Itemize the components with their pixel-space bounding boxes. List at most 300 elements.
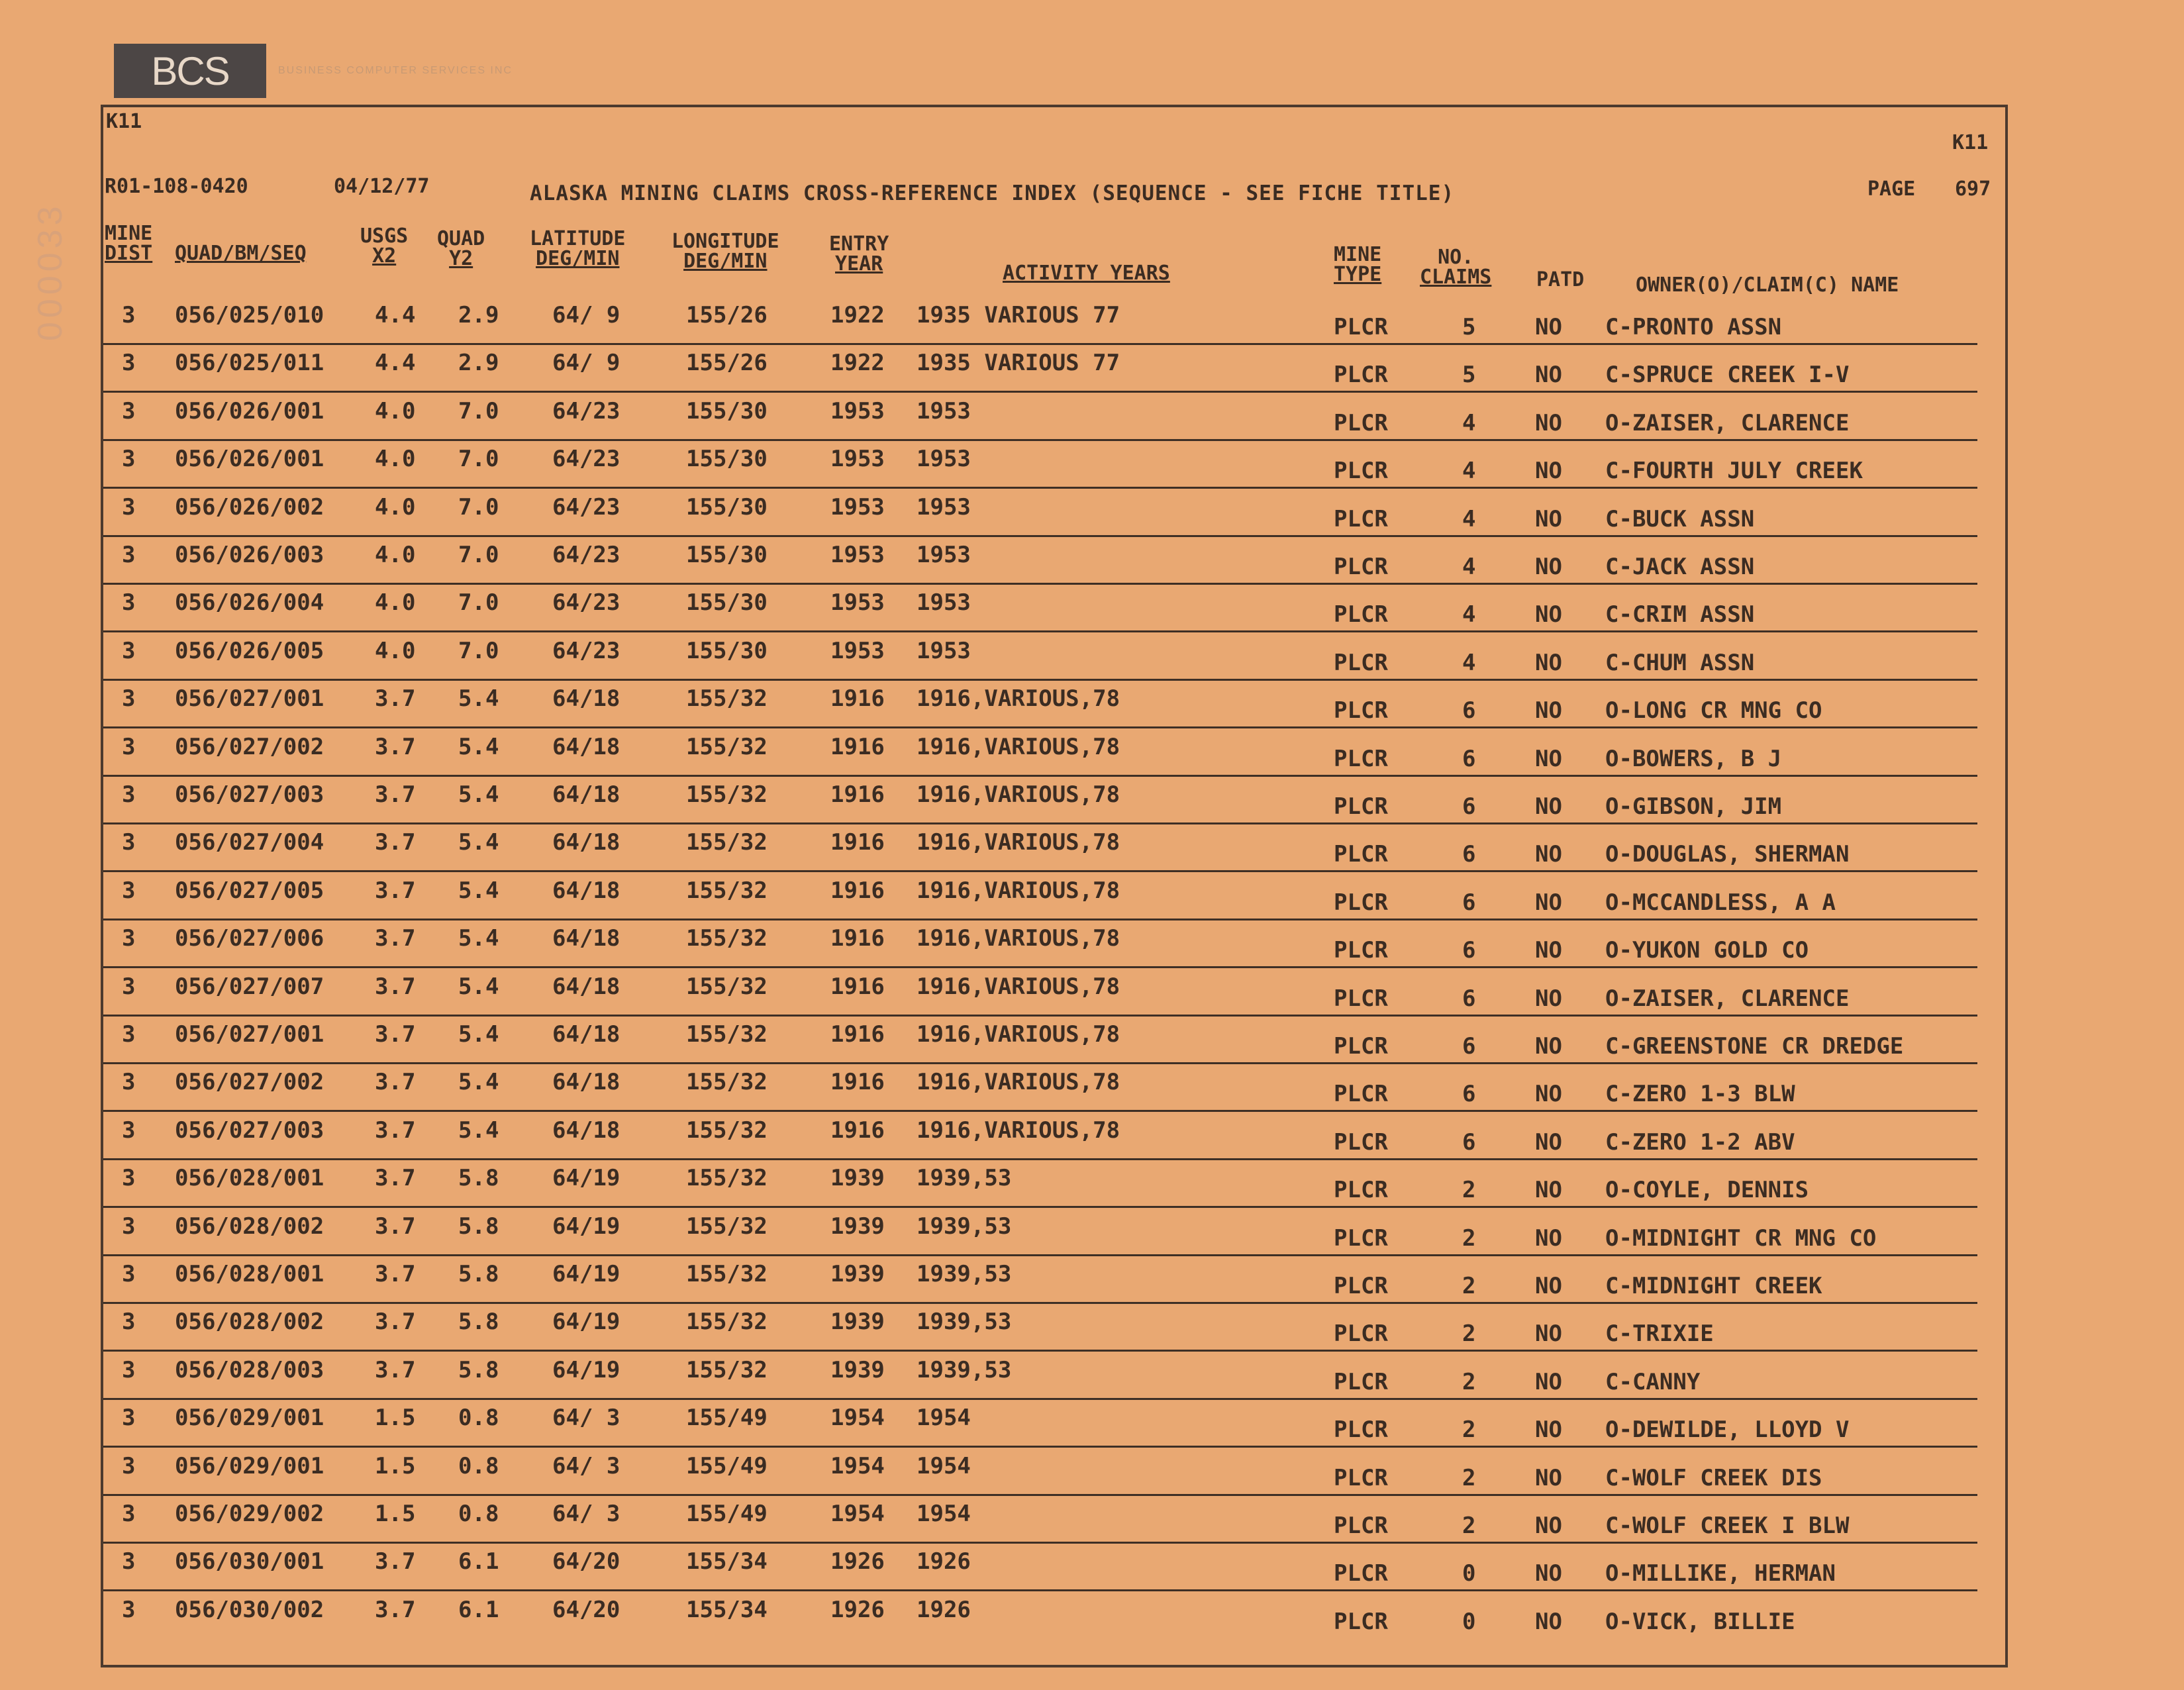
mine-dist-cell: 3 <box>122 1261 136 1287</box>
entry-year-cell: 1916 <box>830 1021 885 1048</box>
patd-cell: NO <box>1535 1128 1562 1156</box>
claims-count-cell: 2 <box>1462 1513 1476 1539</box>
longitude-cell: 155/32 <box>686 1309 768 1336</box>
quad-cell: 056/027/007 <box>175 973 324 1000</box>
quad-cell: 056/028/002 <box>175 1213 324 1240</box>
quad-cell: 056/029/001 <box>175 1405 324 1432</box>
quad-y2-cell: 5.4 <box>458 1069 499 1096</box>
claims-count-cell: 4 <box>1462 649 1476 676</box>
claims-count-cell: 4 <box>1462 601 1476 628</box>
longitude-cell: 155/49 <box>686 1501 768 1527</box>
quad-cell: 056/025/011 <box>175 350 324 377</box>
usgs-x2-cell: 3.7 <box>375 829 416 856</box>
mine-type-cell: PLCR <box>1334 1273 1388 1299</box>
fiche-id-left: K11 <box>106 110 142 133</box>
entry-year-cell: 1916 <box>830 877 885 904</box>
latitude-cell: 64/19 <box>552 1213 620 1240</box>
row-divider <box>103 1350 1977 1352</box>
entry-year-cell: 1916 <box>830 733 885 760</box>
quad-y2-cell: 5.4 <box>458 733 499 760</box>
patd-cell: NO <box>1535 1417 1562 1444</box>
usgs-x2-cell: 3.7 <box>375 925 416 952</box>
report-title: ALASKA MINING CLAIMS CROSS-REFERENCE INDEX (SEQUENCE - SEE FICHE TITLE) <box>530 181 1455 205</box>
latitude-cell: 64/18 <box>552 973 620 1000</box>
owner-claim-name-cell: C-GREENSTONE CR DREDGE <box>1605 1033 1904 1060</box>
usgs-x2-cell: 3.7 <box>375 781 416 808</box>
quad-y2-cell: 5.8 <box>458 1165 499 1192</box>
mine-dist-cell: 3 <box>122 1405 136 1432</box>
activity-years-cell: 1916,VARIOUS,78 <box>917 877 1120 904</box>
quad-cell: 056/027/001 <box>175 1021 324 1048</box>
patd-cell: NO <box>1535 697 1562 724</box>
mine-dist-cell: 3 <box>122 542 136 568</box>
longitude-cell: 155/30 <box>686 542 768 568</box>
quad-cell: 056/027/002 <box>175 733 324 760</box>
row-divider <box>103 1494 1977 1496</box>
mine-dist-cell: 3 <box>122 493 136 521</box>
activity-years-cell: 1916,VARIOUS,78 <box>917 781 1120 808</box>
row-divider <box>103 1398 1977 1400</box>
quad-y2-cell: 7.0 <box>458 637 499 664</box>
claims-count-cell: 2 <box>1462 1224 1476 1252</box>
usgs-x2-cell: 3.7 <box>375 1021 416 1048</box>
side-document-code: 000033 <box>31 202 70 341</box>
entry-year-cell: 1954 <box>830 1452 885 1479</box>
longitude-cell: 155/32 <box>686 877 768 904</box>
page-number: 697 <box>1955 177 1991 201</box>
row-divider <box>103 870 1977 872</box>
activity-years-cell: 1939,53 <box>917 1213 1012 1240</box>
owner-claim-name-cell: C-ZERO 1-2 ABV <box>1605 1128 1795 1156</box>
quad-y2-cell: 5.8 <box>458 1261 499 1287</box>
owner-claim-name-cell: O-COYLE, DENNIS <box>1605 1177 1809 1204</box>
mine-type-cell: PLCR <box>1334 1128 1388 1156</box>
row-divider <box>103 1589 1977 1591</box>
header-owner-claim-name: OWNER(O)/CLAIM(C) NAME <box>1636 273 1899 297</box>
owner-claim-name-cell: O-MILLIKE, HERMAN <box>1605 1560 1836 1587</box>
mine-dist-cell: 3 <box>122 1596 136 1623</box>
latitude-cell: 64/23 <box>552 589 620 617</box>
claims-count-cell: 4 <box>1462 409 1476 436</box>
quad-y2-cell: 6.1 <box>458 1596 499 1623</box>
usgs-x2-cell: 3.7 <box>375 1213 416 1240</box>
report-code: R01-108-0420 <box>105 175 248 198</box>
claims-count-cell: 6 <box>1462 1081 1476 1108</box>
owner-claim-name-cell: C-FOURTH JULY CREEK <box>1605 458 1863 485</box>
quad-y2-cell: 0.8 <box>458 1405 499 1432</box>
usgs-x2-cell: 1.5 <box>375 1501 416 1527</box>
mine-type-cell: PLCR <box>1334 314 1388 340</box>
owner-claim-name-cell: C-WOLF CREEK DIS <box>1605 1464 1822 1491</box>
header-longitude: LONGITUDE DEG/MIN <box>671 230 779 273</box>
claims-count-cell: 6 <box>1462 697 1476 724</box>
longitude-cell: 155/32 <box>686 1261 768 1287</box>
mine-dist-cell: 3 <box>122 1021 136 1048</box>
mine-type-cell: PLCR <box>1334 409 1388 436</box>
quad-y2-cell: 7.0 <box>458 589 499 617</box>
mine-type-cell: PLCR <box>1334 1081 1388 1108</box>
activity-years-cell: 1935 VARIOUS 77 <box>917 302 1120 328</box>
mine-type-cell: PLCR <box>1334 554 1388 580</box>
mine-type-cell: PLCR <box>1334 362 1388 389</box>
activity-years-cell: 1953 <box>917 493 971 521</box>
longitude-cell: 155/32 <box>686 973 768 1000</box>
logo-subtitle: BUSINESS COMPUTER SERVICES INC <box>278 65 513 76</box>
longitude-cell: 155/30 <box>686 637 768 664</box>
activity-years-cell: 1939,53 <box>917 1261 1012 1287</box>
patd-cell: NO <box>1535 554 1562 580</box>
table-row <box>0 1597 2184 1644</box>
latitude-cell: 64/18 <box>552 877 620 904</box>
owner-claim-name-cell: O-BOWERS, B J <box>1605 745 1782 772</box>
activity-years-cell: 1939,53 <box>917 1165 1012 1192</box>
claims-count-cell: 6 <box>1462 985 1476 1012</box>
patd-cell: NO <box>1535 841 1562 868</box>
quad-y2-cell: 5.4 <box>458 781 499 808</box>
quad-y2-cell: 5.8 <box>458 1356 499 1383</box>
patd-cell: NO <box>1535 1513 1562 1539</box>
activity-years-cell: 1939,53 <box>917 1309 1012 1336</box>
quad-y2-cell: 7.0 <box>458 542 499 568</box>
usgs-x2-cell: 3.7 <box>375 877 416 904</box>
quad-y2-cell: 5.8 <box>458 1213 499 1240</box>
mine-dist-cell: 3 <box>122 685 136 713</box>
activity-years-cell: 1954 <box>917 1452 971 1479</box>
entry-year-cell: 1953 <box>830 446 885 473</box>
patd-cell: NO <box>1535 1177 1562 1204</box>
longitude-cell: 155/30 <box>686 493 768 521</box>
header-usgs-x2: USGS X2 <box>360 224 409 268</box>
mine-type-cell: PLCR <box>1334 889 1388 916</box>
latitude-cell: 64/18 <box>552 733 620 760</box>
bcs-logo: BCS <box>114 44 266 98</box>
latitude-cell: 64/ 3 <box>552 1452 620 1479</box>
quad-y2-cell: 2.9 <box>458 302 499 328</box>
row-divider <box>103 1302 1977 1304</box>
usgs-x2-cell: 1.5 <box>375 1405 416 1432</box>
fiche-id-right: K11 <box>1952 131 1989 154</box>
entry-year-cell: 1953 <box>830 542 885 568</box>
longitude-cell: 155/34 <box>686 1596 768 1623</box>
latitude-cell: 64/ 3 <box>552 1405 620 1432</box>
header-activity-years: ACTIVITY YEARS <box>1003 262 1170 285</box>
row-divider <box>103 1015 1977 1017</box>
entry-year-cell: 1916 <box>830 829 885 856</box>
activity-years-cell: 1926 <box>917 1548 971 1575</box>
usgs-x2-cell: 3.7 <box>375 1356 416 1383</box>
row-divider <box>103 1542 1977 1544</box>
owner-claim-name-cell: O-GIBSON, JIM <box>1605 793 1782 820</box>
row-divider <box>103 1446 1977 1448</box>
quad-y2-cell: 5.4 <box>458 973 499 1000</box>
usgs-x2-cell: 4.4 <box>375 350 416 377</box>
claims-count-cell: 2 <box>1462 1464 1476 1491</box>
quad-cell: 056/027/002 <box>175 1069 324 1096</box>
entry-year-cell: 1916 <box>830 685 885 713</box>
mine-type-cell: PLCR <box>1334 1033 1388 1060</box>
row-divider <box>103 966 1977 968</box>
patd-cell: NO <box>1535 1273 1562 1299</box>
activity-years-cell: 1953 <box>917 637 971 664</box>
claims-count-cell: 0 <box>1462 1560 1476 1587</box>
mine-dist-cell: 3 <box>122 1165 136 1192</box>
page-label: PAGE <box>1867 177 1916 201</box>
latitude-cell: 64/23 <box>552 397 620 424</box>
owner-claim-name-cell: O-ZAISER, CLARENCE <box>1605 985 1850 1012</box>
activity-years-cell: 1953 <box>917 542 971 568</box>
patd-cell: NO <box>1535 1464 1562 1491</box>
mine-dist-cell: 3 <box>122 446 136 473</box>
mine-dist-cell: 3 <box>122 1452 136 1479</box>
mine-dist-cell: 3 <box>122 350 136 377</box>
owner-claim-name-cell: C-CRIM ASSN <box>1605 601 1755 628</box>
usgs-x2-cell: 4.0 <box>375 589 416 617</box>
entry-year-cell: 1926 <box>830 1548 885 1575</box>
longitude-cell: 155/32 <box>686 1356 768 1383</box>
activity-years-cell: 1935 VARIOUS 77 <box>917 350 1120 377</box>
claims-count-cell: 4 <box>1462 554 1476 580</box>
mine-dist-cell: 3 <box>122 829 136 856</box>
mine-dist-cell: 3 <box>122 589 136 617</box>
mine-dist-cell: 3 <box>122 1548 136 1575</box>
entry-year-cell: 1953 <box>830 493 885 521</box>
row-divider <box>103 1110 1977 1112</box>
entry-year-cell: 1939 <box>830 1261 885 1287</box>
mine-type-cell: PLCR <box>1334 1224 1388 1252</box>
entry-year-cell: 1916 <box>830 973 885 1000</box>
patd-cell: NO <box>1535 1224 1562 1252</box>
header-patd: PATD <box>1536 268 1585 291</box>
usgs-x2-cell: 4.0 <box>375 542 416 568</box>
mine-type-cell: PLCR <box>1334 649 1388 676</box>
patd-cell: NO <box>1535 314 1562 340</box>
latitude-cell: 64/18 <box>552 1021 620 1048</box>
activity-years-cell: 1916,VARIOUS,78 <box>917 973 1120 1000</box>
mine-type-cell: PLCR <box>1334 1513 1388 1539</box>
quad-y2-cell: 6.1 <box>458 1548 499 1575</box>
quad-y2-cell: 5.8 <box>458 1309 499 1336</box>
patd-cell: NO <box>1535 985 1562 1012</box>
usgs-x2-cell: 3.7 <box>375 973 416 1000</box>
usgs-x2-cell: 1.5 <box>375 1452 416 1479</box>
entry-year-cell: 1922 <box>830 350 885 377</box>
entry-year-cell: 1939 <box>830 1309 885 1336</box>
longitude-cell: 155/49 <box>686 1452 768 1479</box>
patd-cell: NO <box>1535 1081 1562 1108</box>
header-latitude: LATITUDE DEG/MIN <box>530 227 626 270</box>
latitude-cell: 64/18 <box>552 1117 620 1144</box>
row-divider <box>103 439 1977 441</box>
row-divider <box>103 1062 1977 1064</box>
mine-type-cell: PLCR <box>1334 1608 1388 1635</box>
quad-y2-cell: 7.0 <box>458 397 499 424</box>
activity-years-cell: 1916,VARIOUS,78 <box>917 685 1120 713</box>
mine-dist-cell: 3 <box>122 302 136 328</box>
row-divider <box>103 775 1977 777</box>
patd-cell: NO <box>1535 745 1562 772</box>
patd-cell: NO <box>1535 505 1562 532</box>
longitude-cell: 155/32 <box>686 1021 768 1048</box>
mine-type-cell: PLCR <box>1334 745 1388 772</box>
row-divider <box>103 1158 1977 1160</box>
claims-count-cell: 0 <box>1462 1608 1476 1635</box>
quad-cell: 056/028/001 <box>175 1165 324 1192</box>
mine-type-cell: PLCR <box>1334 1464 1388 1491</box>
longitude-cell: 155/32 <box>686 1117 768 1144</box>
usgs-x2-cell: 3.7 <box>375 1117 416 1144</box>
row-divider <box>103 630 1977 632</box>
quad-cell: 056/029/001 <box>175 1452 324 1479</box>
latitude-cell: 64/ 9 <box>552 350 620 377</box>
entry-year-cell: 1916 <box>830 925 885 952</box>
usgs-x2-cell: 3.7 <box>375 1261 416 1287</box>
longitude-cell: 155/30 <box>686 589 768 617</box>
latitude-cell: 64/18 <box>552 685 620 713</box>
quad-cell: 056/027/003 <box>175 1117 324 1144</box>
latitude-cell: 64/19 <box>552 1165 620 1192</box>
quad-cell: 056/028/003 <box>175 1356 324 1383</box>
quad-y2-cell: 0.8 <box>458 1452 499 1479</box>
quad-cell: 056/030/001 <box>175 1548 324 1575</box>
owner-claim-name-cell: O-DOUGLAS, SHERMAN <box>1605 841 1850 868</box>
usgs-x2-cell: 3.7 <box>375 1069 416 1096</box>
patd-cell: NO <box>1535 649 1562 676</box>
quad-cell: 056/027/005 <box>175 877 324 904</box>
owner-claim-name-cell: C-MIDNIGHT CREEK <box>1605 1273 1822 1299</box>
latitude-cell: 64/20 <box>552 1596 620 1623</box>
owner-claim-name-cell: C-JACK ASSN <box>1605 554 1755 580</box>
mine-dist-cell: 3 <box>122 637 136 664</box>
header-no-claims: NO. CLAIMS <box>1420 246 1492 289</box>
latitude-cell: 64/23 <box>552 446 620 473</box>
activity-years-cell: 1954 <box>917 1501 971 1527</box>
patd-cell: NO <box>1535 1560 1562 1587</box>
quad-y2-cell: 5.4 <box>458 1117 499 1144</box>
activity-years-cell: 1916,VARIOUS,78 <box>917 1117 1120 1144</box>
longitude-cell: 155/32 <box>686 781 768 808</box>
quad-cell: 056/027/004 <box>175 829 324 856</box>
row-divider <box>103 822 1977 824</box>
activity-years-cell: 1916,VARIOUS,78 <box>917 1069 1120 1096</box>
longitude-cell: 155/30 <box>686 446 768 473</box>
row-divider <box>103 919 1977 920</box>
mine-dist-cell: 3 <box>122 397 136 424</box>
longitude-cell: 155/32 <box>686 733 768 760</box>
mine-type-cell: PLCR <box>1334 1560 1388 1587</box>
activity-years-cell: 1916,VARIOUS,78 <box>917 829 1120 856</box>
latitude-cell: 64/19 <box>552 1356 620 1383</box>
longitude-cell: 155/30 <box>686 397 768 424</box>
quad-y2-cell: 0.8 <box>458 1501 499 1527</box>
usgs-x2-cell: 3.7 <box>375 1309 416 1336</box>
mine-type-cell: PLCR <box>1334 1368 1388 1395</box>
row-divider <box>103 343 1977 345</box>
mine-type-cell: PLCR <box>1334 793 1388 820</box>
activity-years-cell: 1953 <box>917 397 971 424</box>
usgs-x2-cell: 3.7 <box>375 1165 416 1192</box>
claims-count-cell: 2 <box>1462 1320 1476 1348</box>
latitude-cell: 64/23 <box>552 637 620 664</box>
quad-y2-cell: 5.4 <box>458 1021 499 1048</box>
activity-years-cell: 1954 <box>917 1405 971 1432</box>
patd-cell: NO <box>1535 937 1562 964</box>
entry-year-cell: 1916 <box>830 1069 885 1096</box>
claims-count-cell: 2 <box>1462 1177 1476 1204</box>
latitude-cell: 64/ 3 <box>552 1501 620 1527</box>
owner-claim-name-cell: C-CHUM ASSN <box>1605 649 1755 676</box>
quad-cell: 056/030/002 <box>175 1596 324 1623</box>
owner-claim-name-cell: C-PRONTO ASSN <box>1605 314 1782 340</box>
latitude-cell: 64/23 <box>552 493 620 521</box>
header-mine-dist: MINE DIST <box>105 222 153 265</box>
quad-cell: 056/028/002 <box>175 1309 324 1336</box>
entry-year-cell: 1953 <box>830 637 885 664</box>
latitude-cell: 64/20 <box>552 1548 620 1575</box>
longitude-cell: 155/26 <box>686 350 768 377</box>
report-date: 04/12/77 <box>334 175 430 198</box>
mine-type-cell: PLCR <box>1334 841 1388 868</box>
latitude-cell: 64/19 <box>552 1261 620 1287</box>
quad-cell: 056/026/004 <box>175 589 324 617</box>
claims-count-cell: 6 <box>1462 793 1476 820</box>
patd-cell: NO <box>1535 409 1562 436</box>
claims-count-cell: 4 <box>1462 458 1476 485</box>
owner-claim-name-cell: O-ZAISER, CLARENCE <box>1605 409 1850 436</box>
row-divider <box>103 679 1977 681</box>
mine-dist-cell: 3 <box>122 781 136 808</box>
claims-count-cell: 2 <box>1462 1417 1476 1444</box>
latitude-cell: 64/18 <box>552 781 620 808</box>
owner-claim-name-cell: C-ZERO 1-3 BLW <box>1605 1081 1795 1108</box>
patd-cell: NO <box>1535 1368 1562 1395</box>
entry-year-cell: 1926 <box>830 1596 885 1623</box>
mine-type-cell: PLCR <box>1334 697 1388 724</box>
owner-claim-name-cell: O-DEWILDE, LLOYD V <box>1605 1417 1850 1444</box>
activity-years-cell: 1953 <box>917 446 971 473</box>
activity-years-cell: 1939,53 <box>917 1356 1012 1383</box>
row-divider <box>103 1206 1977 1208</box>
longitude-cell: 155/32 <box>686 1213 768 1240</box>
entry-year-cell: 1916 <box>830 1117 885 1144</box>
owner-claim-name-cell: O-YUKON GOLD CO <box>1605 937 1809 964</box>
claims-count-cell: 6 <box>1462 937 1476 964</box>
quad-cell: 056/026/001 <box>175 397 324 424</box>
owner-claim-name-cell: C-TRIXIE <box>1605 1320 1714 1348</box>
longitude-cell: 155/26 <box>686 302 768 328</box>
longitude-cell: 155/34 <box>686 1548 768 1575</box>
entry-year-cell: 1953 <box>830 397 885 424</box>
owner-claim-name-cell: O-VICK, BILLIE <box>1605 1608 1795 1635</box>
mine-dist-cell: 3 <box>122 925 136 952</box>
mine-dist-cell: 3 <box>122 1356 136 1383</box>
usgs-x2-cell: 3.7 <box>375 1596 416 1623</box>
mine-type-cell: PLCR <box>1334 601 1388 628</box>
owner-claim-name-cell: O-LONG CR MNG CO <box>1605 697 1822 724</box>
entry-year-cell: 1953 <box>830 589 885 617</box>
quad-cell: 056/028/001 <box>175 1261 324 1287</box>
mine-type-cell: PLCR <box>1334 458 1388 485</box>
mine-dist-cell: 3 <box>122 733 136 760</box>
mine-type-cell: PLCR <box>1334 937 1388 964</box>
mine-type-cell: PLCR <box>1334 1417 1388 1444</box>
claims-count-cell: 6 <box>1462 745 1476 772</box>
entry-year-cell: 1939 <box>830 1213 885 1240</box>
mine-type-cell: PLCR <box>1334 1320 1388 1348</box>
header-quad: QUAD/BM/SEQ <box>175 242 307 265</box>
entry-year-cell: 1954 <box>830 1405 885 1432</box>
claims-count-cell: 2 <box>1462 1273 1476 1299</box>
claims-count-cell: 6 <box>1462 1033 1476 1060</box>
